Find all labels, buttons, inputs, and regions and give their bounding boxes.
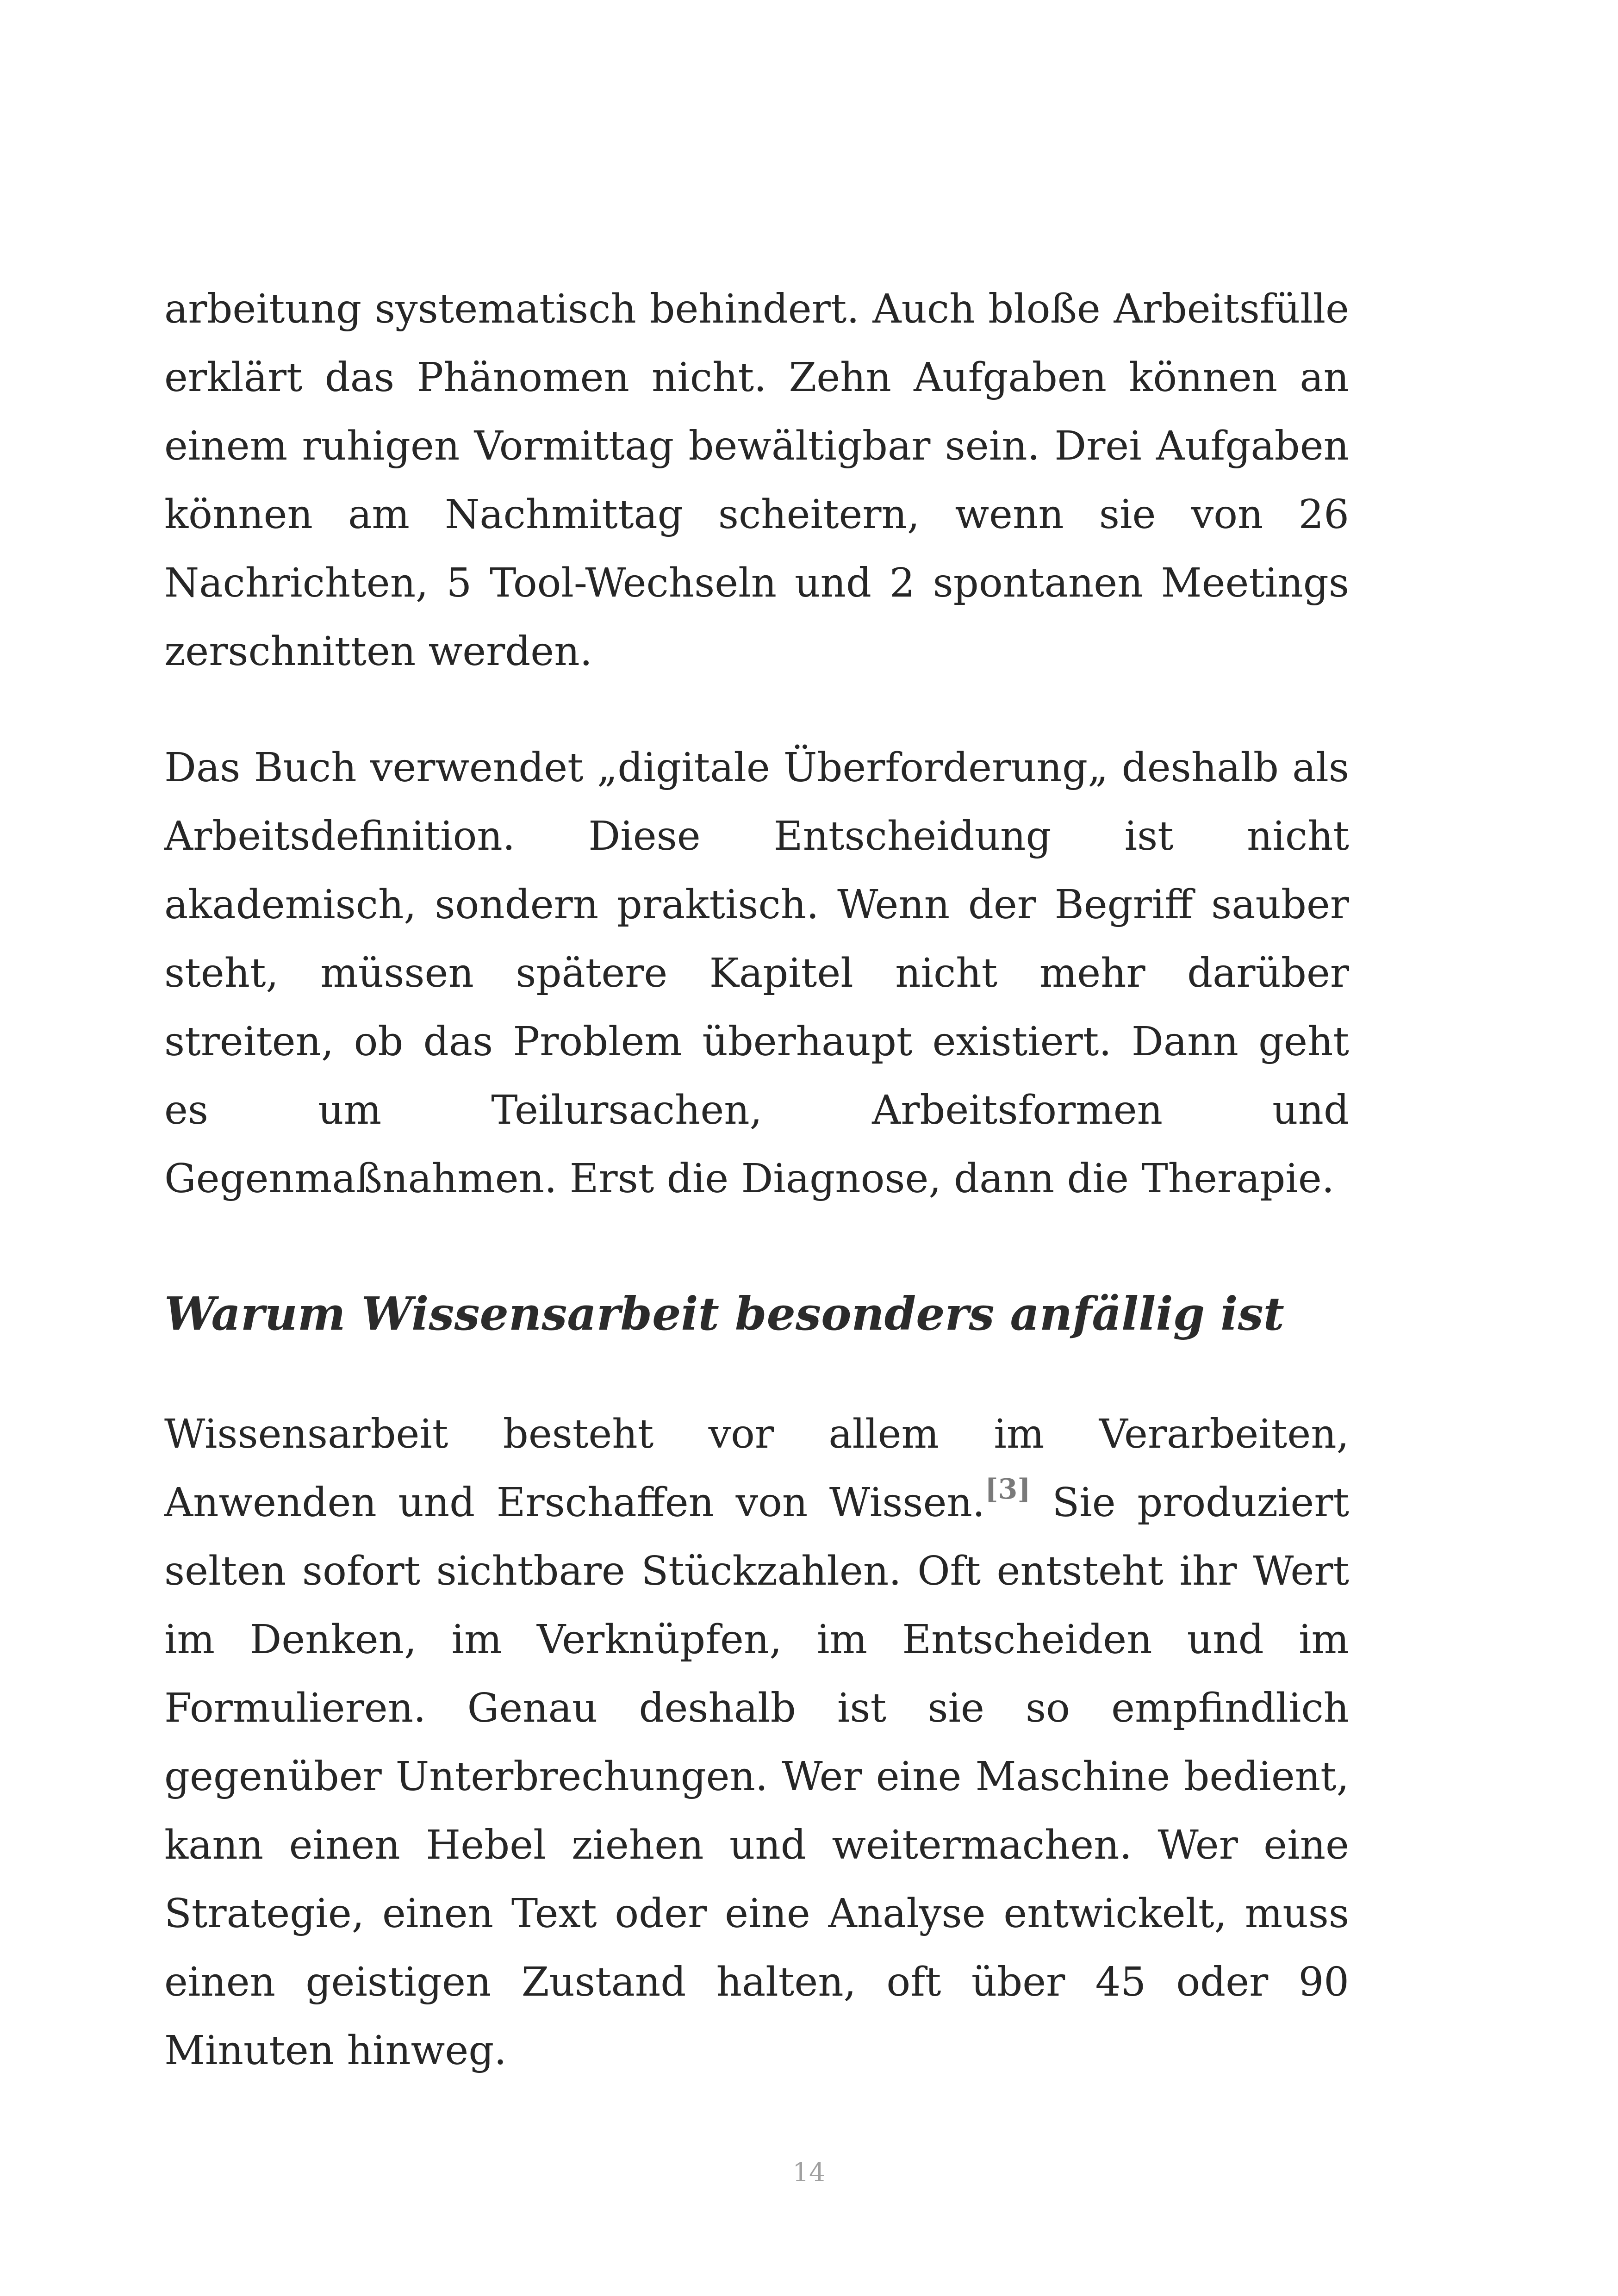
body-paragraph-2: Das Buch verwendet „digitale Überforderung„ deshalb als Arbeitsdefinition. Diese Entscheidung ist nicht akademisch, sondern praktisch. Wenn der Begriff sauber steht, müssen spätere Kapitel nicht mehr darüber streiten, ob das Problem überhaupt existiert. Dann geht es um Teilursachen, Arbeitsformen und Gegenmaßnahmen. Erst die Diagnose, dann die Therapie. [164,745,1349,1202]
paragraph-text-before-footnote: Wissensarbeit besteht vor allem im Verarbeiten, Anwenden und Erschaffen von Wissen. [164,1411,1349,1526]
paragraph-text-after-footnote: Sie produziert selten sofort sichtbare Stückzahlen. Oft entsteht ihr Wert im Denken, im Verknüpfen, im Entscheiden und im Formulieren. Genau deshalb ist sie so empfindlich gegenüber Unterbrechungen. Wer eine Maschine bedient, kann einen Hebel ziehen und weitermachen. Wer eine Strategie, einen Text oder eine Analyse entwickelt, muss einen geistigen Zustand halten, oft über 45 oder 90 Minuten hinweg. [164,1480,1350,2074]
section-heading: Warum Wissensarbeit besonders anfällig ist [164,1288,1284,1341]
body-paragraph-1: arbeitung systematisch behindert. Auch bloße Arbeitsfülle erklärt das Phänomen nicht. Zehn Aufgaben können an einem ruhigen Vormittag bewältigbar sein. Drei Aufgaben können am Nachmittag scheitern, wenn sie von 26 Nachrichten, 5 Tool-Wechseln und 2 spontanen Meetings zerschnitten werden. [164,286,1349,675]
footnote-reference-link[interactable]: [3] [985,1473,1031,1506]
page-number: 14 [792,2158,826,2188]
body-paragraph-3 [164,1400,1349,2085]
